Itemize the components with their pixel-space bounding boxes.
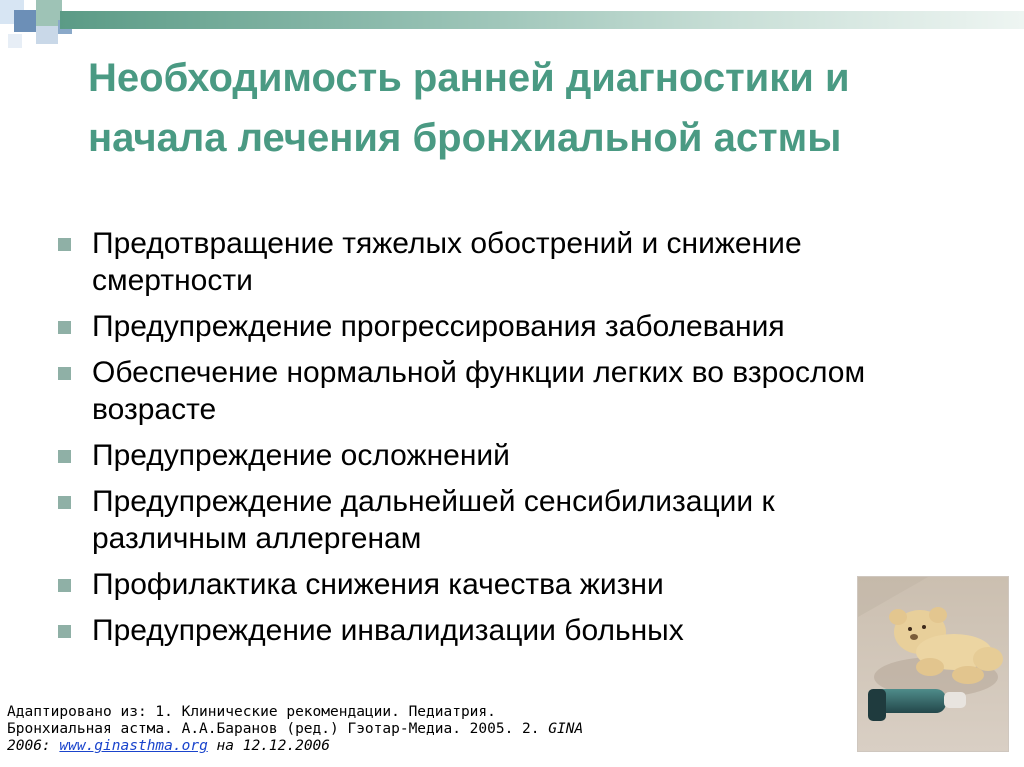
photo-illustration — [858, 577, 1008, 751]
bullet-text: Обеспечение нормальной функции легких во взрослом возрасте — [92, 356, 866, 426]
source-line-2-text: Бронхиальная астма. А.А.Баранов (ред.) Гэотар-Медиа. 2005. 2. — [7, 721, 549, 737]
slide-title: Необходимость ранней диагностики и начала лечения бронхиальной астмы — [88, 56, 850, 160]
gina-link[interactable]: www.ginasthma.org — [59, 738, 208, 754]
square-bullet-icon — [58, 625, 71, 638]
bullet-text: Предупреждение дальнейшей сенсибилизации к различным аллергенам — [92, 485, 775, 555]
square-bullet-icon — [58, 496, 71, 509]
source-date: на 12.12.2006 — [207, 738, 331, 754]
list-item — [56, 354, 916, 428]
square-bullet-icon — [58, 238, 71, 251]
list-item — [56, 308, 916, 345]
square-bullet-icon — [58, 321, 71, 334]
top-accent-bar — [60, 11, 1024, 29]
bullet-text: Предупреждение прогрессирования заболевания — [92, 310, 785, 343]
source-line-2 — [7, 721, 647, 738]
source-citation — [7, 704, 647, 755]
list-item — [56, 612, 916, 649]
list-item — [56, 566, 916, 603]
list-item — [56, 483, 916, 557]
corner-decoration — [0, 0, 80, 60]
bullet-text: Предотвращение тяжелых обострений и снижение смертности — [92, 227, 802, 297]
source-line-3 — [7, 738, 647, 755]
bullet-list — [56, 225, 916, 658]
list-item — [56, 225, 916, 299]
source-line-1: Адаптировано из: 1. Клинические рекомендации. Педиатрия. — [7, 704, 496, 720]
square-bullet-icon — [58, 450, 71, 463]
bullet-text: Профилактика снижения качества жизни — [92, 568, 664, 601]
teddy-bear-inhaler-photo — [857, 576, 1009, 752]
square-bullet-icon — [58, 367, 71, 380]
list-item — [56, 437, 916, 474]
source-year: 2006: — [7, 738, 60, 754]
square-bullet-icon — [58, 579, 71, 592]
source-gina: GINA — [548, 721, 584, 737]
bullet-text: Предупреждение инвалидизации больных — [92, 614, 684, 647]
bullet-text: Предупреждение осложнений — [92, 439, 510, 472]
